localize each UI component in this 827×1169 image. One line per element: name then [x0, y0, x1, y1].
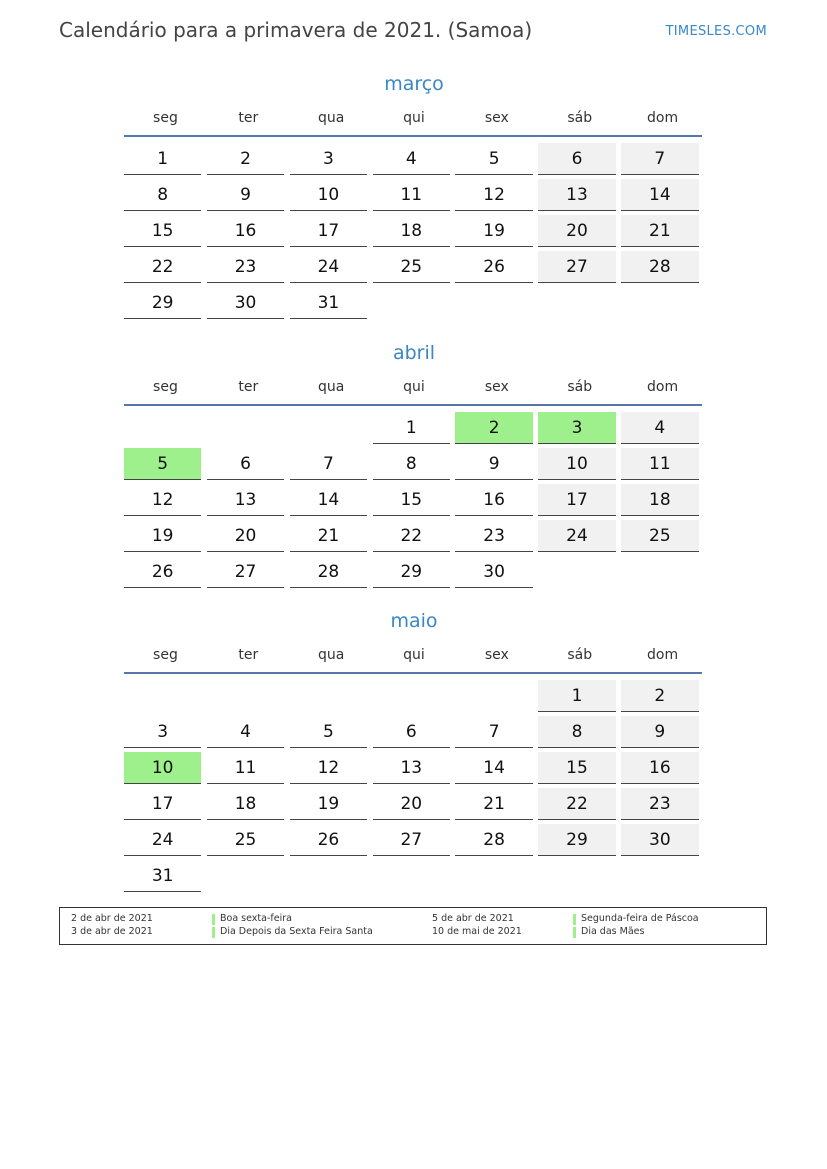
day-cell: 18	[373, 215, 450, 247]
day-cell: 7	[621, 143, 698, 175]
day-cell: 31	[290, 287, 367, 319]
legend-date: 10 de mai de 2021	[432, 926, 522, 937]
week-row	[124, 179, 704, 215]
day-cell: 19	[124, 520, 201, 552]
day-cell: 22	[373, 520, 450, 552]
day-cell: 22	[538, 788, 615, 820]
weekday-label: ter	[238, 647, 259, 663]
day-cell: 25	[207, 824, 284, 856]
day-grid	[124, 412, 704, 592]
day-cell: 3	[538, 412, 615, 444]
day-cell: 8	[124, 179, 201, 211]
day-cell: 26	[290, 824, 367, 856]
day-cell: 3	[290, 143, 367, 175]
week-row	[124, 520, 704, 556]
empty-cell	[373, 680, 450, 712]
day-cell: 28	[455, 824, 532, 856]
day-cell: 17	[124, 788, 201, 820]
weekday-label: sáb	[567, 110, 593, 126]
empty-cell	[538, 556, 615, 588]
day-cell: 29	[124, 287, 201, 319]
empty-cell	[207, 412, 284, 444]
day-cell: 28	[290, 556, 367, 588]
day-cell: 7	[455, 716, 532, 748]
day-cell: 20	[538, 215, 615, 247]
day-cell: 27	[207, 556, 284, 588]
day-cell: 2	[207, 143, 284, 175]
day-cell: 1	[538, 680, 615, 712]
day-cell: 3	[124, 716, 201, 748]
weekday-label: qui	[403, 379, 425, 395]
page-title: Calendário para a primavera de 2021. (Samoa)	[59, 18, 533, 42]
legend-holiday-name: Dia das Mães	[581, 926, 645, 937]
legend-color-marker	[573, 927, 576, 938]
day-cell: 2	[621, 680, 698, 712]
weekday-label: sex	[484, 647, 509, 663]
day-cell: 21	[290, 520, 367, 552]
weekday-label: qui	[403, 647, 425, 663]
day-cell: 11	[621, 448, 698, 480]
day-grid	[124, 143, 704, 323]
empty-cell	[455, 680, 532, 712]
day-cell: 18	[207, 788, 284, 820]
week-row	[124, 287, 704, 323]
weekday-label: ter	[238, 379, 259, 395]
brand-link[interactable]: TIMESLES.COM	[665, 24, 767, 39]
day-cell: 18	[621, 484, 698, 516]
day-cell: 5	[290, 716, 367, 748]
day-cell: 15	[124, 215, 201, 247]
day-cell: 13	[538, 179, 615, 211]
day-cell: 11	[373, 179, 450, 211]
day-cell: 20	[373, 788, 450, 820]
week-row	[124, 716, 704, 752]
legend-date: 2 de abr de 2021	[71, 913, 153, 924]
day-cell: 9	[455, 448, 532, 480]
empty-cell	[373, 860, 450, 892]
empty-cell	[290, 680, 367, 712]
empty-cell	[124, 412, 201, 444]
day-cell: 31	[124, 860, 201, 892]
holiday-legend	[59, 907, 767, 945]
day-cell: 17	[538, 484, 615, 516]
day-cell: 1	[124, 143, 201, 175]
day-cell: 8	[373, 448, 450, 480]
day-grid	[124, 680, 704, 896]
day-cell: 16	[207, 215, 284, 247]
day-cell: 30	[455, 556, 532, 588]
empty-cell	[455, 287, 532, 319]
day-cell: 29	[373, 556, 450, 588]
legend-holiday-name: Dia Depois da Sexta Feira Santa	[220, 926, 373, 937]
day-cell: 7	[290, 448, 367, 480]
legend-color-marker	[573, 914, 576, 925]
day-cell: 27	[373, 824, 450, 856]
day-cell: 20	[207, 520, 284, 552]
weekday-header	[124, 103, 704, 133]
day-cell: 14	[290, 484, 367, 516]
week-row	[124, 824, 704, 860]
day-cell: 4	[373, 143, 450, 175]
weekday-label: qua	[317, 110, 345, 126]
empty-cell	[290, 412, 367, 444]
weekday-label: dom	[647, 379, 679, 395]
day-cell: 4	[621, 412, 698, 444]
week-row	[124, 556, 704, 592]
week-row	[124, 484, 704, 520]
weekday-label: sex	[484, 379, 509, 395]
empty-cell	[373, 287, 450, 319]
day-cell: 21	[455, 788, 532, 820]
week-row	[124, 860, 704, 896]
day-cell: 19	[455, 215, 532, 247]
day-cell: 26	[455, 251, 532, 283]
day-cell: 29	[538, 824, 615, 856]
day-cell: 10	[290, 179, 367, 211]
empty-cell	[290, 860, 367, 892]
week-row	[124, 412, 704, 448]
weekday-header	[124, 640, 704, 670]
weekday-label: seg	[153, 647, 178, 663]
day-cell: 8	[538, 716, 615, 748]
empty-cell	[207, 860, 284, 892]
weekday-label: dom	[647, 647, 679, 663]
month-0	[124, 70, 704, 323]
day-cell: 4	[207, 716, 284, 748]
day-cell: 23	[621, 788, 698, 820]
day-cell: 25	[621, 520, 698, 552]
day-cell: 9	[207, 179, 284, 211]
empty-cell	[124, 680, 201, 712]
month-name: março	[384, 73, 444, 95]
day-cell: 24	[538, 520, 615, 552]
empty-cell	[621, 860, 698, 892]
month-name: abril	[392, 342, 436, 364]
day-cell: 17	[290, 215, 367, 247]
empty-cell	[207, 680, 284, 712]
weekday-label: qua	[317, 647, 345, 663]
month-name: maio	[390, 610, 438, 632]
header-rule	[124, 135, 702, 137]
empty-cell	[538, 287, 615, 319]
header-rule	[124, 404, 702, 406]
day-cell: 16	[621, 752, 698, 784]
month-1	[124, 339, 704, 592]
day-cell: 14	[621, 179, 698, 211]
day-cell: 27	[538, 251, 615, 283]
day-cell: 6	[373, 716, 450, 748]
week-row	[124, 251, 704, 287]
legend-holiday-name: Segunda-feira de Páscoa	[581, 913, 699, 924]
header-rule	[124, 672, 702, 674]
week-row	[124, 448, 704, 484]
weekday-label: seg	[153, 110, 178, 126]
weekday-label: dom	[647, 110, 679, 126]
day-cell: 12	[124, 484, 201, 516]
day-cell: 1	[373, 412, 450, 444]
day-cell: 23	[455, 520, 532, 552]
day-cell: 24	[290, 251, 367, 283]
legend-holiday-name: Boa sexta-feira	[220, 913, 292, 924]
week-row	[124, 788, 704, 824]
day-cell: 16	[455, 484, 532, 516]
week-row	[124, 752, 704, 788]
weekday-label: sáb	[567, 647, 593, 663]
day-cell: 15	[538, 752, 615, 784]
week-row	[124, 215, 704, 251]
day-cell: 2	[455, 412, 532, 444]
week-row	[124, 680, 704, 716]
weekday-label: ter	[238, 110, 259, 126]
day-cell: 13	[207, 484, 284, 516]
day-cell: 24	[124, 824, 201, 856]
day-cell: 12	[290, 752, 367, 784]
legend-color-marker	[212, 927, 215, 938]
legend-date: 5 de abr de 2021	[432, 913, 514, 924]
weekday-label: qui	[403, 110, 425, 126]
day-cell: 10	[124, 752, 201, 784]
empty-cell	[455, 860, 532, 892]
day-cell: 9	[621, 716, 698, 748]
day-cell: 23	[207, 251, 284, 283]
day-cell: 12	[455, 179, 532, 211]
day-cell: 22	[124, 251, 201, 283]
month-2	[124, 607, 704, 896]
day-cell: 14	[455, 752, 532, 784]
day-cell: 21	[621, 215, 698, 247]
legend-color-marker	[212, 914, 215, 925]
day-cell: 15	[373, 484, 450, 516]
week-row	[124, 143, 704, 179]
legend-date: 3 de abr de 2021	[71, 926, 153, 937]
weekday-label: qua	[317, 379, 345, 395]
day-cell: 30	[207, 287, 284, 319]
weekday-label: sáb	[567, 379, 593, 395]
day-cell: 26	[124, 556, 201, 588]
day-cell: 28	[621, 251, 698, 283]
day-cell: 5	[455, 143, 532, 175]
empty-cell	[621, 287, 698, 319]
day-cell: 10	[538, 448, 615, 480]
day-cell: 19	[290, 788, 367, 820]
day-cell: 6	[538, 143, 615, 175]
day-cell: 25	[373, 251, 450, 283]
day-cell: 5	[124, 448, 201, 480]
day-cell: 6	[207, 448, 284, 480]
empty-cell	[621, 556, 698, 588]
weekday-header	[124, 372, 704, 402]
weekday-label: seg	[153, 379, 178, 395]
day-cell: 13	[373, 752, 450, 784]
day-cell: 30	[621, 824, 698, 856]
day-cell: 11	[207, 752, 284, 784]
weekday-label: sex	[484, 110, 509, 126]
empty-cell	[538, 860, 615, 892]
